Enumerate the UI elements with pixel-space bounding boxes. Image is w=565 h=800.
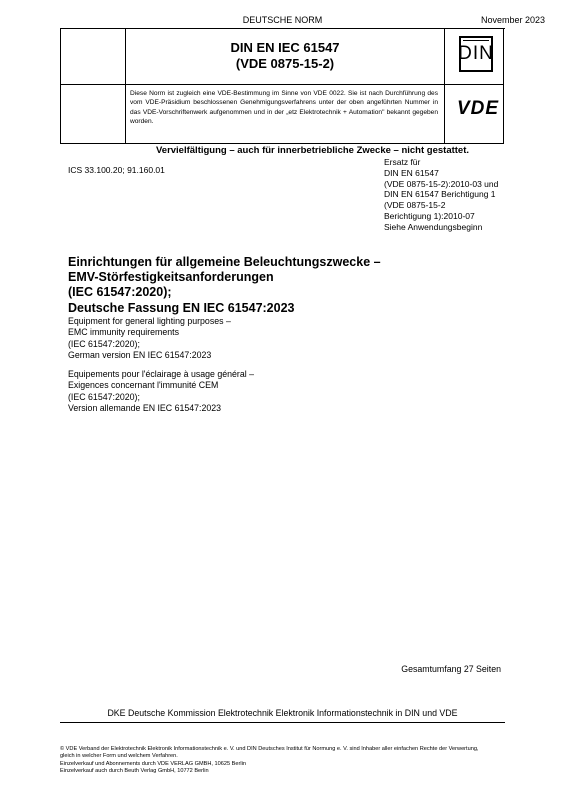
english-title-line: German version EN IEC 61547:2023 bbox=[68, 349, 212, 360]
title-block-divider-right bbox=[444, 28, 445, 144]
din-logo-text: DIN bbox=[458, 43, 494, 64]
english-title-line: EMC immunity requirements bbox=[68, 327, 179, 338]
english-title-line: (IEC 61547:2020); bbox=[68, 338, 140, 349]
total-pages: Gesamtumfang 27 Seiten bbox=[401, 664, 501, 674]
french-title-line: Exigences concernant l'immunité CEM bbox=[68, 380, 219, 391]
vde-number: (VDE 0875-15-2) bbox=[235, 56, 335, 71]
legal-line: Einzelverkauf auch durch Beuth Verlag GmbH, 10772 Berlin bbox=[60, 767, 209, 774]
french-title-line: Version allemande EN IEC 61547:2023 bbox=[68, 402, 222, 413]
vde-logo: VDE bbox=[456, 98, 500, 119]
german-title-line: Deutsche Fassung EN IEC 61547:2023 bbox=[68, 300, 295, 315]
replacement-info bbox=[384, 157, 498, 233]
replacement-line: Berichtigung 1):2010-07 bbox=[384, 210, 475, 221]
legal-line: © VDE Verband der Elektrotechnik Elektronik Informationstechnik e. V. und DIN Deutsches Institut für Normung e. V. sind Inhaber aller einfachen Rechte der Verwertung, bbox=[60, 746, 479, 752]
replacement-line: Ersatz für bbox=[384, 157, 421, 167]
legal-line: Einzelverkauf und Abonnements durch VDE VERLAG GMBH, 10625 Berlin bbox=[60, 760, 246, 767]
german-title-line: Einrichtungen für allgemeine Beleuchtungszwecke – bbox=[68, 255, 381, 269]
document-type: DEUTSCHE NORM bbox=[242, 15, 323, 25]
din-logo bbox=[459, 36, 493, 72]
legal-notice bbox=[60, 746, 540, 775]
legal-line: gleich in welcher Form und welchem Verfahren. bbox=[60, 753, 178, 760]
replacement-line: (VDE 0875-15-2):2010-03 und bbox=[384, 178, 499, 189]
german-title-line: EMV-Störfestigkeitsanforderungen bbox=[68, 270, 274, 285]
replacement-line: DIN EN 61547 bbox=[384, 167, 439, 178]
english-title bbox=[68, 316, 231, 361]
committee-name: DKE Deutsche Kommission Elektrotechnik Elektronik Informationstechnik in DIN und VDE bbox=[107, 708, 458, 718]
din-number: DIN EN IEC 61547 bbox=[230, 40, 340, 55]
footer-divider bbox=[60, 722, 505, 723]
english-title-line: Equipment for general lighting purposes – bbox=[68, 316, 231, 326]
french-title-line: (IEC 61547:2020); bbox=[68, 391, 140, 402]
reproduction-notice: Vervielfältigung – auch für innerbetriebliche Zwecke – nicht gestattet. bbox=[155, 145, 470, 156]
replacement-line: Siehe Anwendungsbeginn bbox=[384, 221, 483, 232]
replacement-line: (VDE 0875-15-2 bbox=[384, 200, 446, 211]
vde-note: Diese Norm ist zugleich eine VDE-Bestimmung im Sinne von VDE 0022. Sie ist nach Durchführung des vom VDE-Präsidium beschlossenen Genehmigungsverfahrens unter der oben angeführten Nummer in das VDE-Vorschriftenwerk aufgenommen und in der „etz Elektrotechnik + Automation" bekannt gegeben worden. bbox=[130, 90, 438, 126]
german-title bbox=[68, 255, 381, 316]
standard-number bbox=[126, 40, 444, 72]
title-block-divider-middle bbox=[60, 84, 504, 85]
french-title bbox=[68, 369, 254, 414]
ics-codes: ICS 33.100.20; 91.160.01 bbox=[68, 165, 165, 175]
german-title-line: (IEC 61547:2020); bbox=[68, 285, 172, 300]
replacement-line: DIN EN 61547 Berichtigung 1 bbox=[384, 189, 496, 200]
french-title-line: Equipements pour l'éclairage à usage général – bbox=[68, 369, 255, 379]
publication-date: November 2023 bbox=[480, 15, 545, 25]
din-logo-bar bbox=[463, 40, 489, 41]
